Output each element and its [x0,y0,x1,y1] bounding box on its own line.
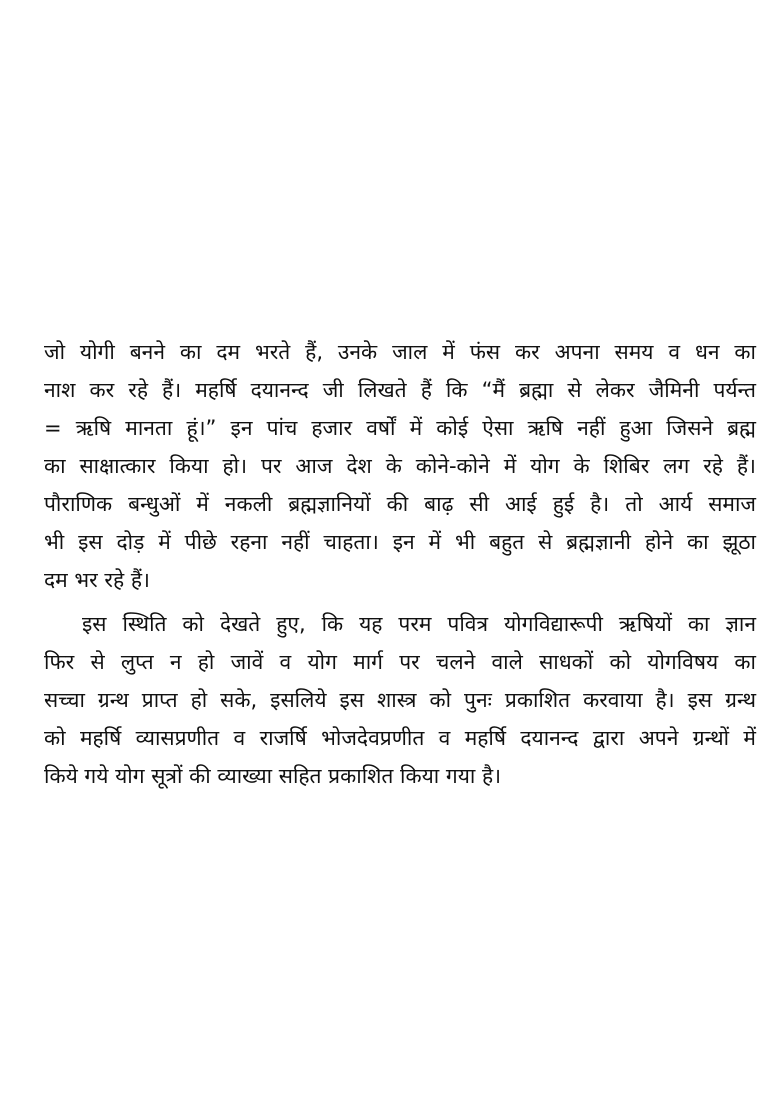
text-line: दम भर रहे हैं। [44,568,150,592]
text-line: इस स्थिति को देखते हुए, कि यह परम पवित्र योगविद्यारूपी ऋषियों का ज्ञान [82,612,756,636]
paragraph-2 [44,605,756,795]
text-line: फिर से लुप्त न हो जावें व योग मार्ग पर चलने वाले साधकों को योगविषय का [44,650,756,674]
text-line: पौराणिक बन्धुओं में नकली ब्रह्मज्ञानियों की बाढ़ सी आई हुई है। तो आर्य समाज [44,492,756,516]
text-line: नाश कर रहे हैं। महर्षि दयानन्द जी लिखते हैं कि “मैं ब्रह्मा से लेकर जैमिनी पर्यन्त [44,378,756,402]
text-line: भी इस दोड़ में पीछे रहना नहीं चाहता। इन में भी बहुत से ब्रह्मज्ञानी होने का झूठा [44,530,756,554]
paragraph-1 [44,333,756,599]
text-line: = ऋषि मानता हूं।” इन पांच हजार वर्षों में कोई ऐसा ऋषि नहीं हुआ जिसने ब्रह्म [44,416,756,440]
text-line: को महर्षि व्यासप्रणीत व राजर्षि भोजदेवप्रणीत व महर्षि दयानन्द द्वारा अपने ग्रन्थों में [44,726,756,750]
text-line: किये गये योग सूत्रों की व्याख्या सहित प्रकाशित किया गया है। [44,764,502,788]
text-line: सच्चा ग्रन्थ प्राप्त हो सके, इसलिये इस शास्त्र को पुनः प्रकाशित करवाया है। इस ग्रन्थ [44,688,756,712]
text-line: का साक्षात्कार किया हो। पर आज देश के कोने-कोने में योग के शिबिर लग रहे हैं। [44,454,756,478]
text-line: जो योगी बनने का दम भरते हैं, उनके जाल में फंस कर अपना समय व धन का [44,340,756,364]
page-body [44,333,756,795]
